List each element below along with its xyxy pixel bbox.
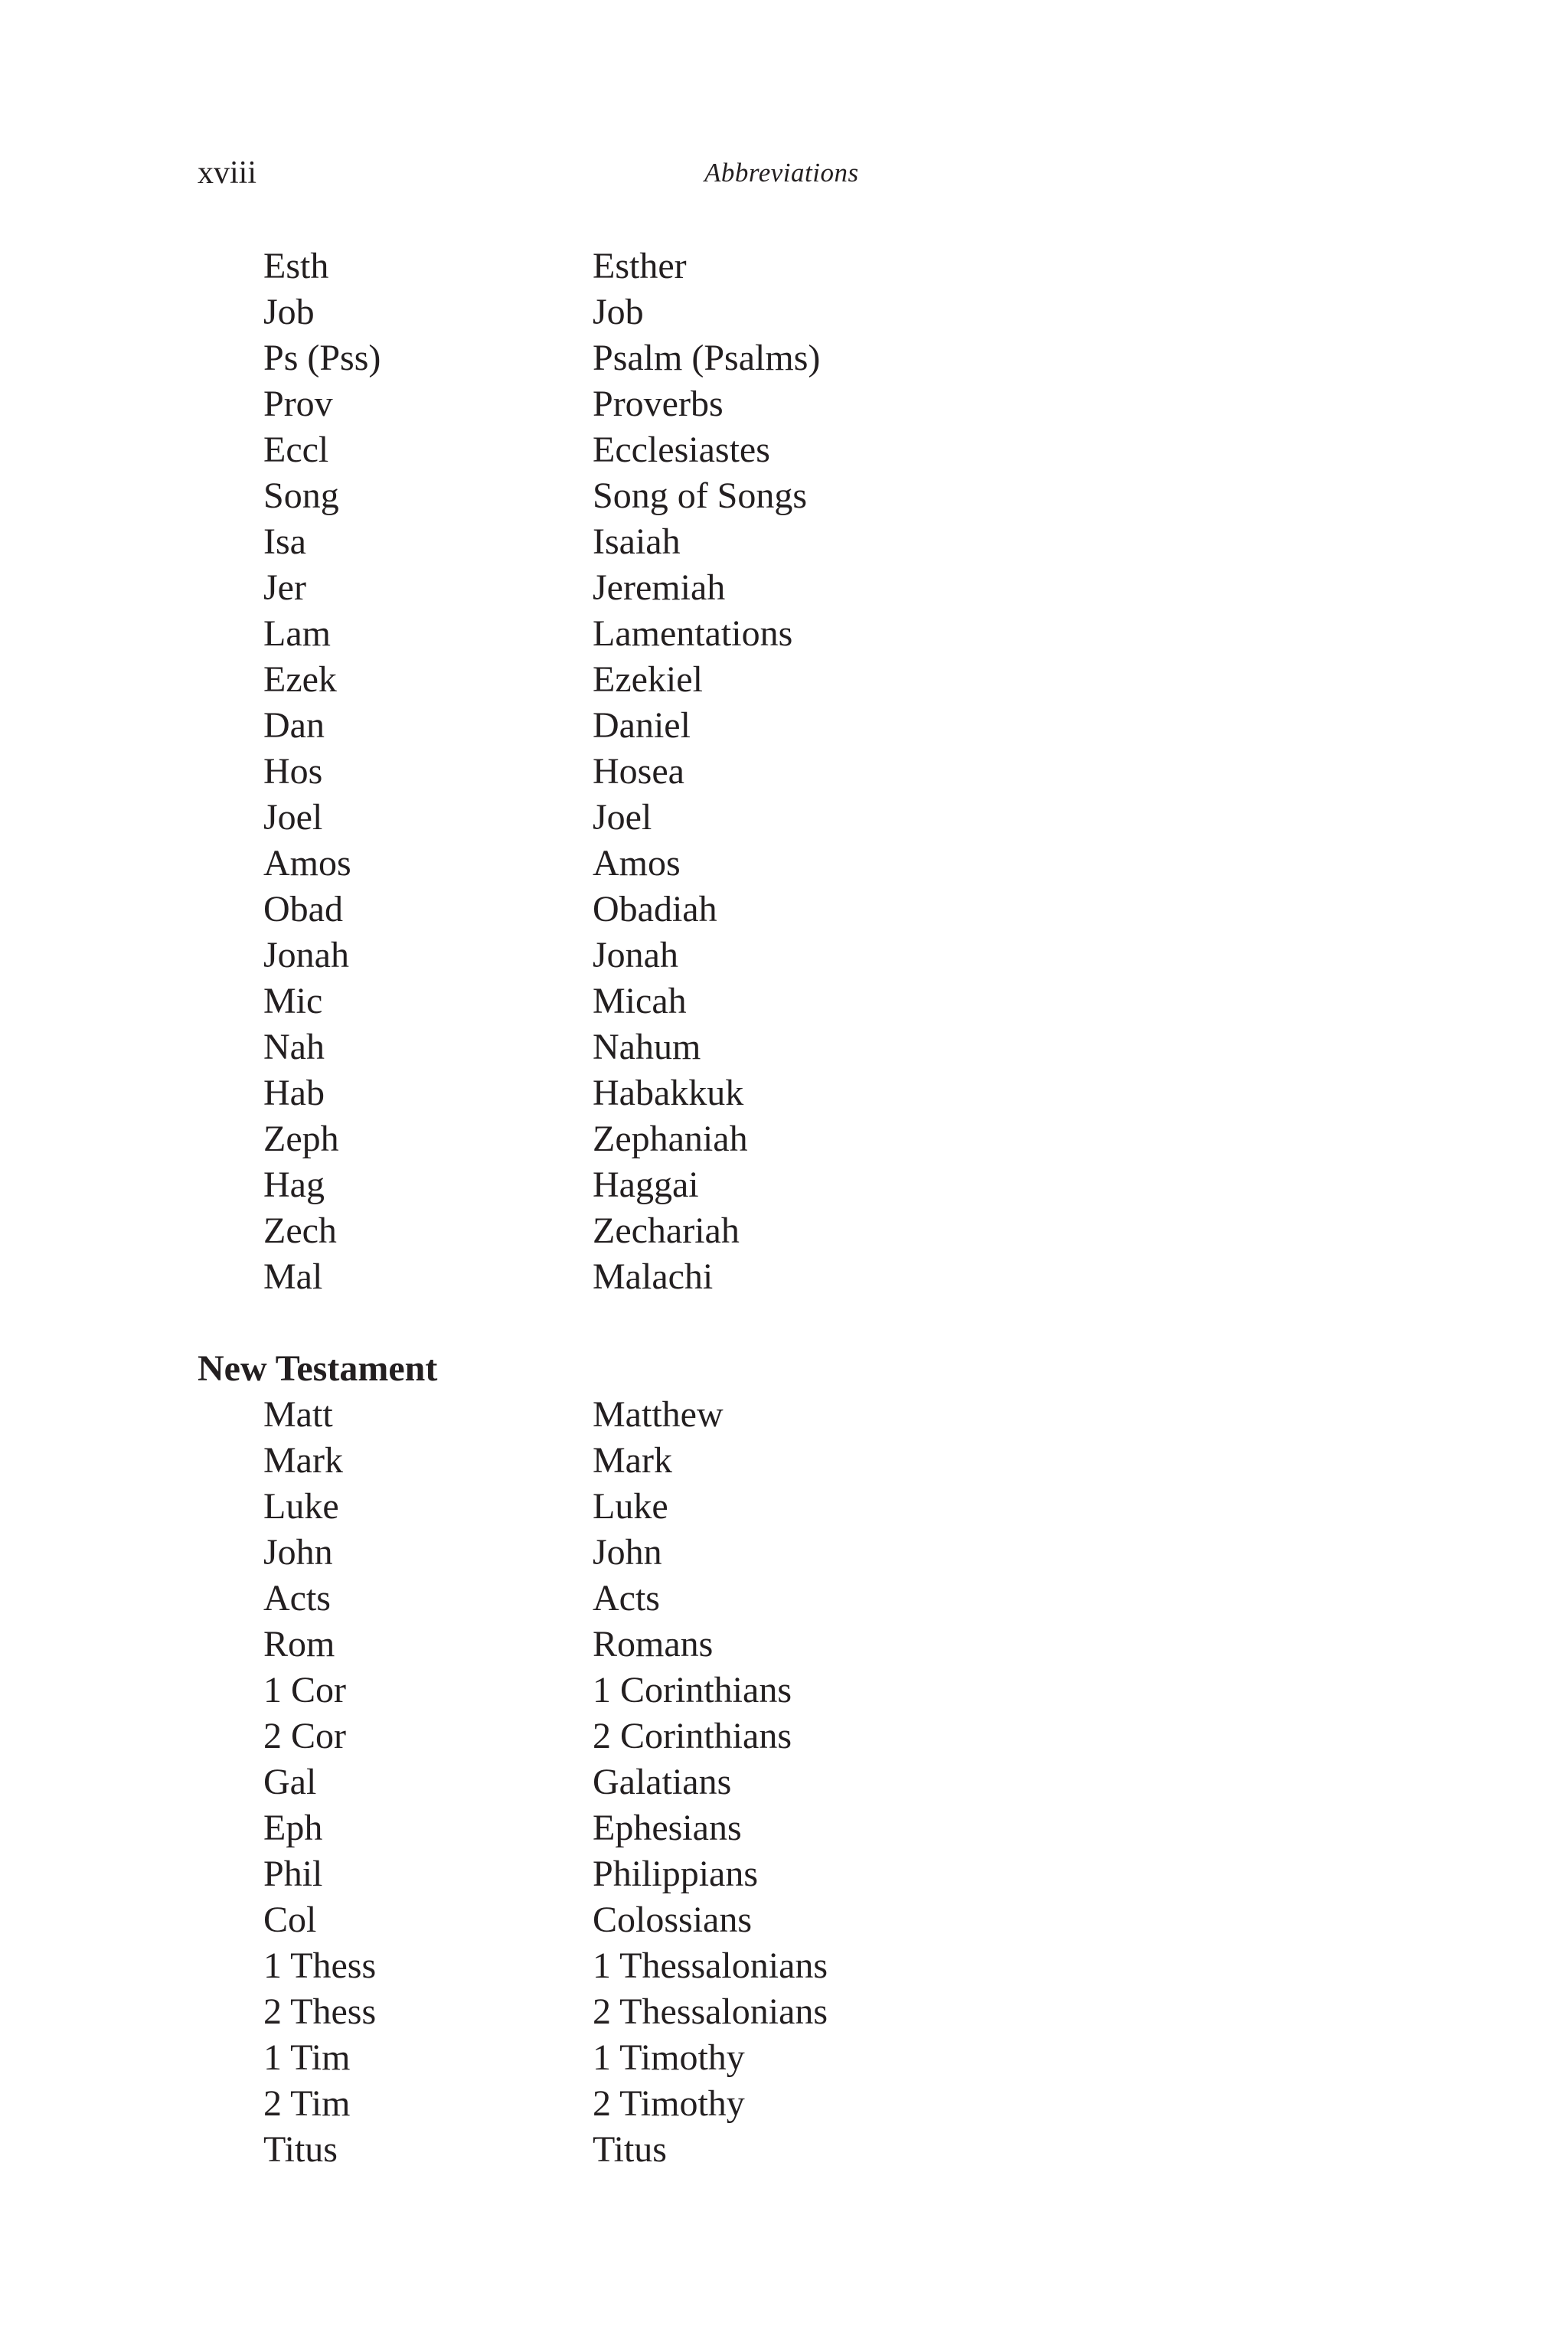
abbreviation: Dan [263, 705, 325, 746]
abbreviation: Song [263, 475, 339, 516]
abbreviation: Prov [263, 384, 333, 424]
abbreviation: Ezek [263, 659, 337, 700]
abbreviation-row [198, 749, 1346, 795]
abbreviation: 2 Cor [263, 1716, 346, 1756]
full-name: Titus [593, 2129, 667, 2170]
abbreviation: Lam [263, 613, 331, 654]
full-name: 1 Corinthians [593, 1670, 792, 1710]
full-name: 2 Corinthians [593, 1716, 792, 1756]
full-name: Obadiah [593, 889, 717, 929]
abbreviation-row [198, 978, 1346, 1024]
abbreviation: Zech [263, 1210, 337, 1251]
full-name: Philippians [593, 1854, 759, 1894]
abbreviation-row [198, 381, 1346, 427]
abbreviation: Mal [263, 1256, 323, 1297]
new-testament-section [198, 1346, 1346, 2173]
full-name: Joel [593, 797, 652, 838]
abbreviation-row [198, 1805, 1346, 1851]
abbreviation: Eccl [263, 430, 329, 470]
abbreviation-row [198, 335, 1346, 381]
abbreviation-row [198, 565, 1346, 611]
abbreviation: Eph [263, 1808, 323, 1848]
full-name: 1 Timothy [593, 2037, 745, 2078]
full-name: Song of Songs [593, 475, 808, 516]
full-name: Romans [593, 1624, 714, 1664]
full-name: Nahum [593, 1027, 701, 1067]
full-name: Haggai [593, 1165, 699, 1205]
full-name: Zechariah [593, 1210, 740, 1251]
abbreviation-row [198, 427, 1346, 473]
abbreviation: Amos [263, 843, 351, 884]
abbreviation-row [198, 795, 1346, 841]
full-name: Acts [593, 1578, 660, 1619]
abbreviation: 1 Cor [263, 1670, 346, 1710]
full-name: Ecclesiastes [593, 430, 770, 470]
full-name: Zephaniah [593, 1119, 748, 1159]
abbreviation: Gal [263, 1762, 317, 1802]
abbreviation: Zeph [263, 1119, 339, 1159]
full-name: Mark [593, 1440, 672, 1481]
full-name: Ezekiel [593, 659, 703, 700]
abbreviation-row [198, 611, 1346, 657]
abbreviation: 1 Tim [263, 2037, 351, 2078]
abbreviation: 1 Thess [263, 1945, 377, 1986]
full-name: 1 Thessalonians [593, 1945, 828, 1986]
full-name: Malachi [593, 1256, 714, 1297]
abbreviation-row [198, 2035, 1346, 2081]
abbreviation-row [198, 657, 1346, 703]
full-name: Job [593, 292, 644, 332]
abbreviation: 2 Tim [263, 2083, 351, 2124]
abbreviation: Phil [263, 1854, 323, 1894]
abbreviation: Titus [263, 2129, 338, 2170]
abbreviation: 2 Thess [263, 1991, 377, 2032]
abbreviation-row [198, 1484, 1346, 1530]
abbreviation: Job [263, 292, 315, 332]
abbreviation-row [198, 1116, 1346, 1162]
abbreviation-row [198, 1989, 1346, 2035]
abbreviation-row [198, 243, 1346, 289]
full-name: Jonah [593, 935, 678, 975]
running-title: Abbreviations [704, 158, 859, 188]
abbreviation: Matt [263, 1394, 333, 1435]
abbreviation-row [198, 289, 1346, 335]
abbreviation: Rom [263, 1624, 335, 1664]
abbreviation: Hab [263, 1073, 325, 1113]
abbreviation: John [263, 1532, 333, 1573]
full-name: Colossians [593, 1900, 753, 1940]
abbreviation: Jonah [263, 935, 349, 975]
full-name: Lamentations [593, 613, 793, 654]
full-name: Daniel [593, 705, 691, 746]
abbreviation: Esth [263, 246, 329, 286]
abbreviation-row [198, 933, 1346, 978]
abbreviation-row [198, 1713, 1346, 1759]
old-testament-list [198, 243, 1346, 1300]
full-name: Hosea [593, 751, 684, 792]
section-spacer [198, 1300, 1346, 1346]
full-name: Ephesians [593, 1808, 742, 1848]
abbreviation-row [198, 1530, 1346, 1576]
full-name: Psalm (Psalms) [593, 338, 821, 378]
abbreviation-row [198, 841, 1346, 887]
abbreviation-row [198, 1759, 1346, 1805]
abbreviation-row [198, 1943, 1346, 1989]
full-name: Matthew [593, 1394, 724, 1435]
full-name: Luke [593, 1486, 668, 1527]
abbreviation: Hos [263, 751, 323, 792]
abbreviation: Luke [263, 1486, 339, 1527]
abbreviation-row [198, 1897, 1346, 1943]
section-heading: New Testament [198, 1348, 438, 1389]
full-name: Micah [593, 981, 687, 1021]
abbreviation-row [198, 887, 1346, 933]
abbreviation-row [198, 1576, 1346, 1622]
abbreviation-row [198, 1208, 1346, 1254]
abbreviation: Hag [263, 1165, 325, 1205]
full-name: Amos [593, 843, 681, 884]
full-name: John [593, 1532, 662, 1573]
full-name: 2 Thessalonians [593, 1991, 828, 2032]
full-name: Jeremiah [593, 567, 726, 608]
abbreviations-list [198, 243, 1346, 2173]
full-name: 2 Timothy [593, 2083, 745, 2124]
abbreviation-row [198, 1070, 1346, 1116]
abbreviation-row [198, 1851, 1346, 1897]
abbreviation: Mark [263, 1440, 343, 1481]
running-header [198, 150, 1423, 196]
abbreviation-row [198, 703, 1346, 749]
abbreviation: Obad [263, 889, 343, 929]
abbreviation-row [198, 1438, 1346, 1484]
full-name: Isaiah [593, 521, 681, 562]
abbreviation-row [198, 1392, 1346, 1438]
abbreviation: Ps (Pss) [263, 338, 381, 378]
abbreviation-row [198, 1668, 1346, 1713]
abbreviation: Jer [263, 567, 306, 608]
abbreviation: Col [263, 1900, 317, 1940]
abbreviation-row [198, 1254, 1346, 1300]
full-name: Habakkuk [593, 1073, 744, 1113]
abbreviation-row [198, 2127, 1346, 2173]
full-name: Proverbs [593, 384, 724, 424]
page-number: xviii [198, 155, 257, 191]
abbreviation-row [198, 1622, 1346, 1668]
abbreviation: Acts [263, 1578, 331, 1619]
abbreviation: Joel [263, 797, 323, 838]
abbreviation-row [198, 2081, 1346, 2127]
full-name: Esther [593, 246, 687, 286]
abbreviation-row [198, 1162, 1346, 1208]
abbreviation-row [198, 473, 1346, 519]
abbreviation: Mic [263, 981, 323, 1021]
abbreviation-row [198, 1024, 1346, 1070]
abbreviation: Isa [263, 521, 306, 562]
abbreviation-row [198, 519, 1346, 565]
abbreviation: Nah [263, 1027, 325, 1067]
full-name: Galatians [593, 1762, 732, 1802]
